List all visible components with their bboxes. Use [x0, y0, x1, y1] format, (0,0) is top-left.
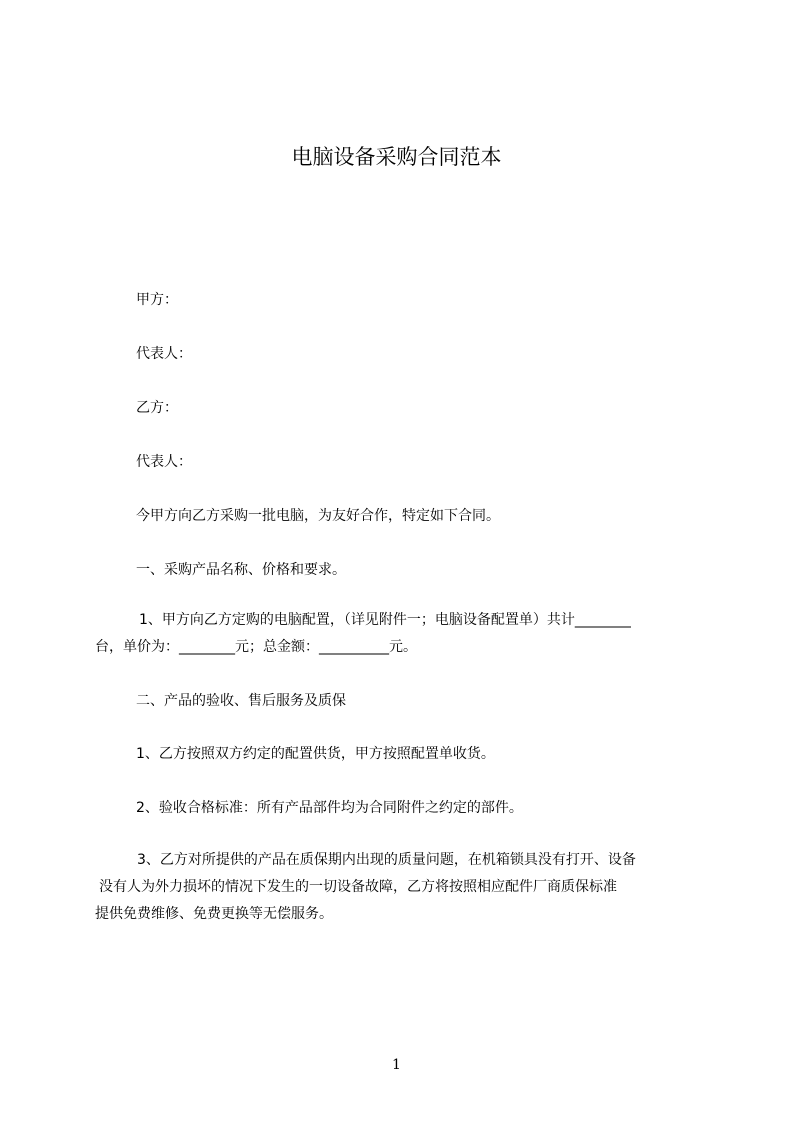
- section-2-item-2: 2、验收合格标准：所有产品部件均为合同附件之约定的部件。: [136, 800, 523, 816]
- section-1-heading: 一、采购产品名称、价格和要求。: [136, 562, 346, 578]
- section-2-heading: 二、产品的验收、售后服务及质保: [136, 693, 346, 709]
- section-2-item-3-line-1: 3、乙方对所提供的产品在质保期内出现的质量问题，在机箱锁具没有打开、设备: [137, 852, 636, 868]
- party-b-label: 乙方：: [136, 400, 178, 416]
- section-2-item-3-line-2: 没有人为外力损坏的情况下发生的一切设备故障，乙方将按照相应配件厂商质保标准: [99, 879, 617, 895]
- page-number: 1: [392, 1057, 401, 1073]
- party-b-representative-label: 代表人：: [136, 454, 192, 470]
- section-1-item-1-line-2: 台，单价为：________元；总金额：__________元。: [95, 639, 417, 655]
- section-2-item-1: 1、乙方按照双方约定的配置供货，甲方按照配置单收货。: [136, 746, 495, 762]
- document-title: 电脑设备采购合同范本: [291, 145, 502, 169]
- section-2-item-3-line-3: 提供免费维修、免费更换等无偿服务。: [95, 906, 333, 922]
- section-1-item-1-line-1: 1、甲方向乙方定购的电脑配置，（详见附件一；电脑设备配置单）共计________: [139, 612, 631, 628]
- intro-paragraph: 今甲方向乙方采购一批电脑，为友好合作，特定如下合同。: [136, 508, 500, 524]
- section-1-item-1: [95, 607, 705, 661]
- party-a-label: 甲方：: [136, 292, 178, 308]
- party-a-representative-label: 代表人：: [136, 346, 192, 362]
- section-2-item-3: [95, 847, 715, 928]
